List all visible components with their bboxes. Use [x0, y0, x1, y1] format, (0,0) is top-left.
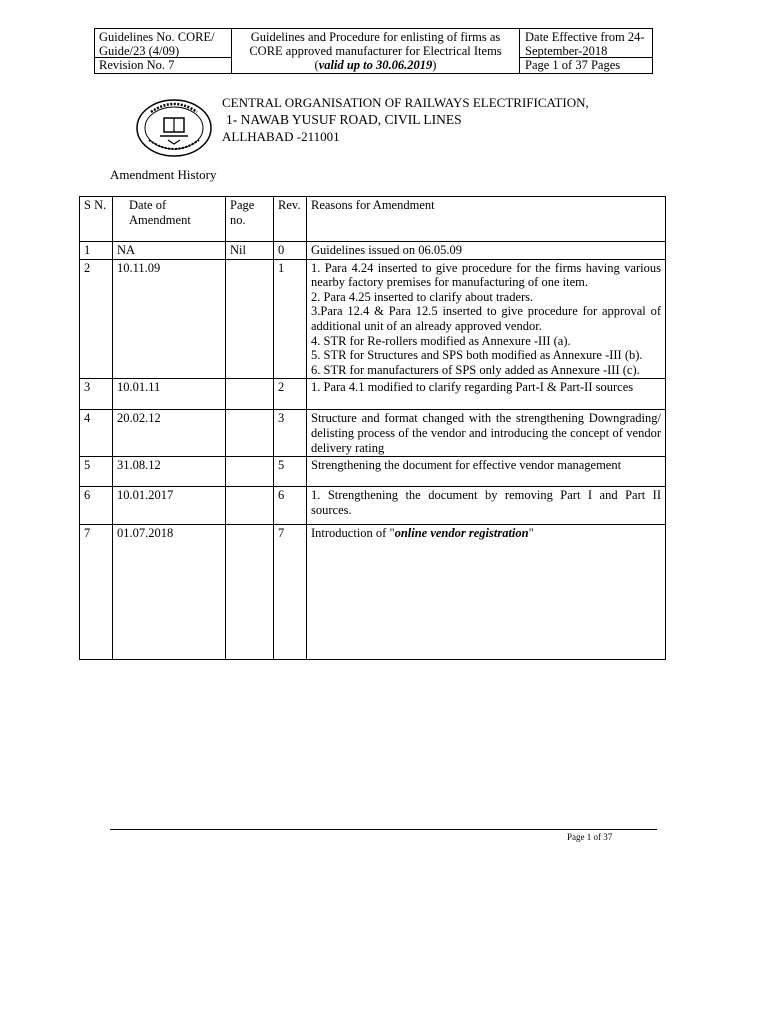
cell-reasons: [307, 259, 666, 379]
cell-reasons: [307, 242, 666, 260]
cell-rev: 2: [274, 379, 307, 410]
org-city: ALLHABAD -211001: [222, 129, 340, 144]
page-count: Page 1 of 37 Pages: [525, 58, 621, 72]
table-row: [80, 259, 666, 379]
table-header-row: [80, 197, 666, 242]
header-date: Date of Amendment: [113, 197, 226, 242]
cell-date: 10.11.09: [113, 259, 226, 379]
cell-sn: 1: [80, 242, 113, 260]
cell-date: 10.01.11: [113, 379, 226, 410]
table-row: [80, 487, 666, 525]
cell-reasons: [307, 379, 666, 410]
cell-reasons: [307, 410, 666, 457]
organisation-address: [222, 94, 589, 145]
cell-rev: 1: [274, 259, 307, 379]
cell-reasons: [307, 525, 666, 660]
reason-text: 1. Para 4.24 inserted to give procedure for the firms having various nearby factory premises for manufacturing of one item.: [311, 260, 661, 290]
reason-text: 6. STR for manufacturers of SPS only added as Annexure -III (c).: [311, 362, 640, 377]
reason-prefix: Introduction of ": [311, 526, 395, 541]
cell-date: 20.02.12: [113, 410, 226, 457]
cell-sn: 3: [80, 379, 113, 410]
reason-text: 5. STR for Structures and SPS both modified as Annexure -III (b).: [311, 348, 643, 363]
cell-sn: 5: [80, 457, 113, 487]
cell-rev: 7: [274, 525, 307, 660]
header-sn: S N.: [80, 197, 113, 242]
org-name: CENTRAL ORGANISATION OF RAILWAYS ELECTRIFICATION,: [222, 95, 589, 110]
reason-text: 4. STR for Re-rollers modified as Annexure -III (a).: [311, 333, 571, 348]
table-row: [80, 525, 666, 660]
core-emblem-logo: [135, 98, 213, 158]
reason-text: Guidelines issued on 06.05.09: [311, 243, 463, 257]
cell-page: [226, 259, 274, 379]
cell-page: [226, 379, 274, 410]
cell-date: 10.01.2017: [113, 487, 226, 525]
cell-page: [226, 457, 274, 487]
revision-number: Revision No. 7: [95, 58, 232, 74]
cell-page: [226, 525, 274, 660]
date-effective: Date Effective from 24-September-2018: [520, 29, 652, 58]
cell-reasons: [307, 487, 666, 525]
cell-date: NA: [113, 242, 226, 260]
amendment-history-table: [79, 196, 666, 660]
reason-text: 2. Para 4.25 inserted to clarify about traders.: [311, 289, 534, 304]
document-title: [232, 29, 520, 74]
reason-text: Strengthening the document for effective vendor management: [311, 458, 622, 473]
cell-page: [226, 410, 274, 457]
amendment-history-title: Amendment History: [110, 167, 217, 182]
header-rev: Rev.: [274, 197, 307, 242]
header-reasons: Reasons for Amendment: [307, 197, 666, 242]
table-row: [80, 410, 666, 457]
cell-sn: 2: [80, 259, 113, 379]
reason-text: 1. Para 4.1 modified to clarify regarding Part-I & Part-II sources: [311, 380, 634, 395]
org-street: 1- NAWAB YUSUF ROAD, CIVIL LINES: [226, 112, 462, 127]
table-row: [80, 457, 666, 487]
cell-page: Nil: [226, 242, 274, 260]
footer-page-number: Page 1 of 37: [567, 832, 613, 842]
document-header: [94, 28, 653, 74]
cell-sn: 7: [80, 525, 113, 660]
cell-sn: 4: [80, 410, 113, 457]
cell-date: 01.07.2018: [113, 525, 226, 660]
reason-emphasis: online vendor registration: [394, 526, 529, 541]
table-row: [80, 379, 666, 410]
cell-reasons: [307, 457, 666, 487]
reason-suffix: ": [528, 526, 534, 541]
header-page: Page no.: [226, 197, 274, 242]
title-validity: valid up to 30.06.2019: [318, 58, 433, 72]
cell-rev: 5: [274, 457, 307, 487]
cell-sn: 6: [80, 487, 113, 525]
table-row: [80, 242, 666, 260]
cell-rev: 3: [274, 410, 307, 457]
cell-date: 31.08.12: [113, 457, 226, 487]
reason-text: 3.Para 12.4 & Para 12.5 inserted to give procedure for approval of additional unit of an already approved vendor.: [311, 304, 661, 333]
cell-rev: 0: [274, 242, 307, 260]
title-close: ): [432, 58, 437, 72]
title-main: Guidelines and Procedure for enlisting of firms as CORE approved manufacturer for Electrical Items (: [249, 30, 502, 72]
footer-divider: [110, 829, 657, 830]
cell-page: [226, 487, 274, 525]
reason-text: Structure and format changed with the strengthening Downgrading/ delisting process of the vendor and introducing the concept of vendor delivery rating: [311, 411, 661, 455]
cell-rev: 6: [274, 487, 307, 525]
reason-text: 1. Strengthening the document by removing Part I and Part II sources.: [311, 488, 661, 517]
guideline-number: Guidelines No. CORE/ Guide/23 (4/09): [95, 29, 232, 58]
